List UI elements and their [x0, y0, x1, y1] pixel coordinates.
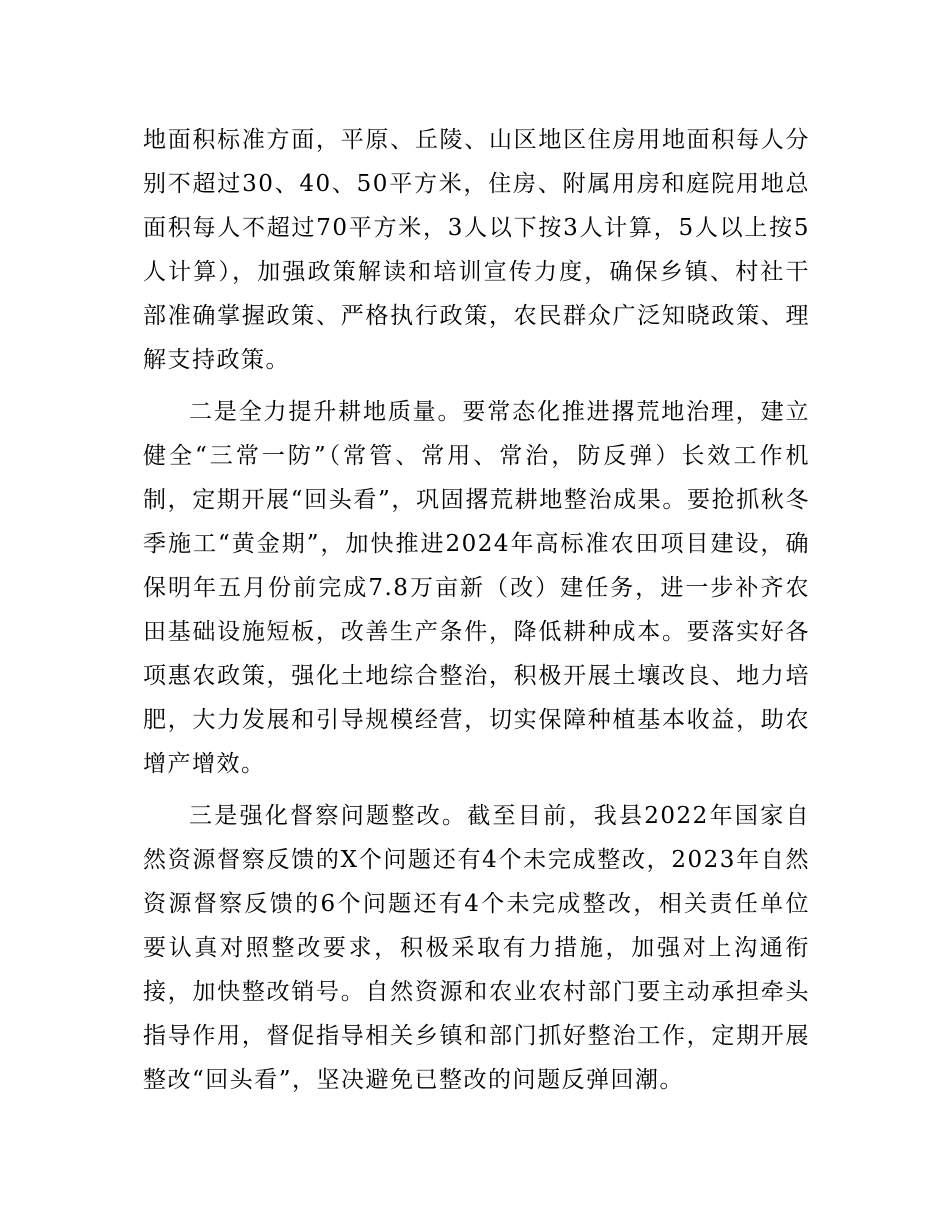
paragraph-farmland-quality: 二是全力提升耕地质量。要常态化推进撂荒地治理，建立健全“三常一防”（常管、常用、常治，防反弹）长效工作机制，定期开展“回头看”，巩固撂荒耕地整治成果。要抢抓秋冬季施工“黄金期”，加快推进2024年高标准农田项目建设，确保明年五月份前完成7.8万亩新（改）建任务，进一步补齐农田基础设施短板，改善生产条件，降低耕种成本。要落实好各项惠农政策，强化土地综合整治，积极开展土壤改良、地力培肥，大力发展和引导规模经营，切实保障种植基本收益，助农增产增效。: [143, 399, 810, 777]
paragraph-inspection-rectification: 三是强化督察问题整改。截至目前，我县2022年国家自然资源督察反馈的X个问题还有4个未完成整改，2023年自然资源督察反馈的6个问题还有4个未完成整改，相关责任单位要认真对照整改要求，积极采取有力措施，加强对上沟通衔接，加快整改销号。自然资源和农业农村部门要主动承担牵头指导作用，督促指导相关乡镇和部门抓好整治工作，定期开展整改“回头看”，坚决避免已整改的问题反弹回潮。: [143, 803, 810, 1093]
document-body: [143, 118, 810, 1110]
paragraph-continued: 地面积标准方面，平原、丘陵、山区地区住房用地面积每人分别不超过30、40、50平方米，住房、附属用房和庭院用地总面积每人不超过70平方米，3人以下按3人计算，5人以上按5人计算），加强政策解读和培训宣传力度，确保乡镇、村社干部准确掌握政策、严格执行政策，农民群众广泛知晓政策、理解支持政策。: [143, 127, 810, 373]
